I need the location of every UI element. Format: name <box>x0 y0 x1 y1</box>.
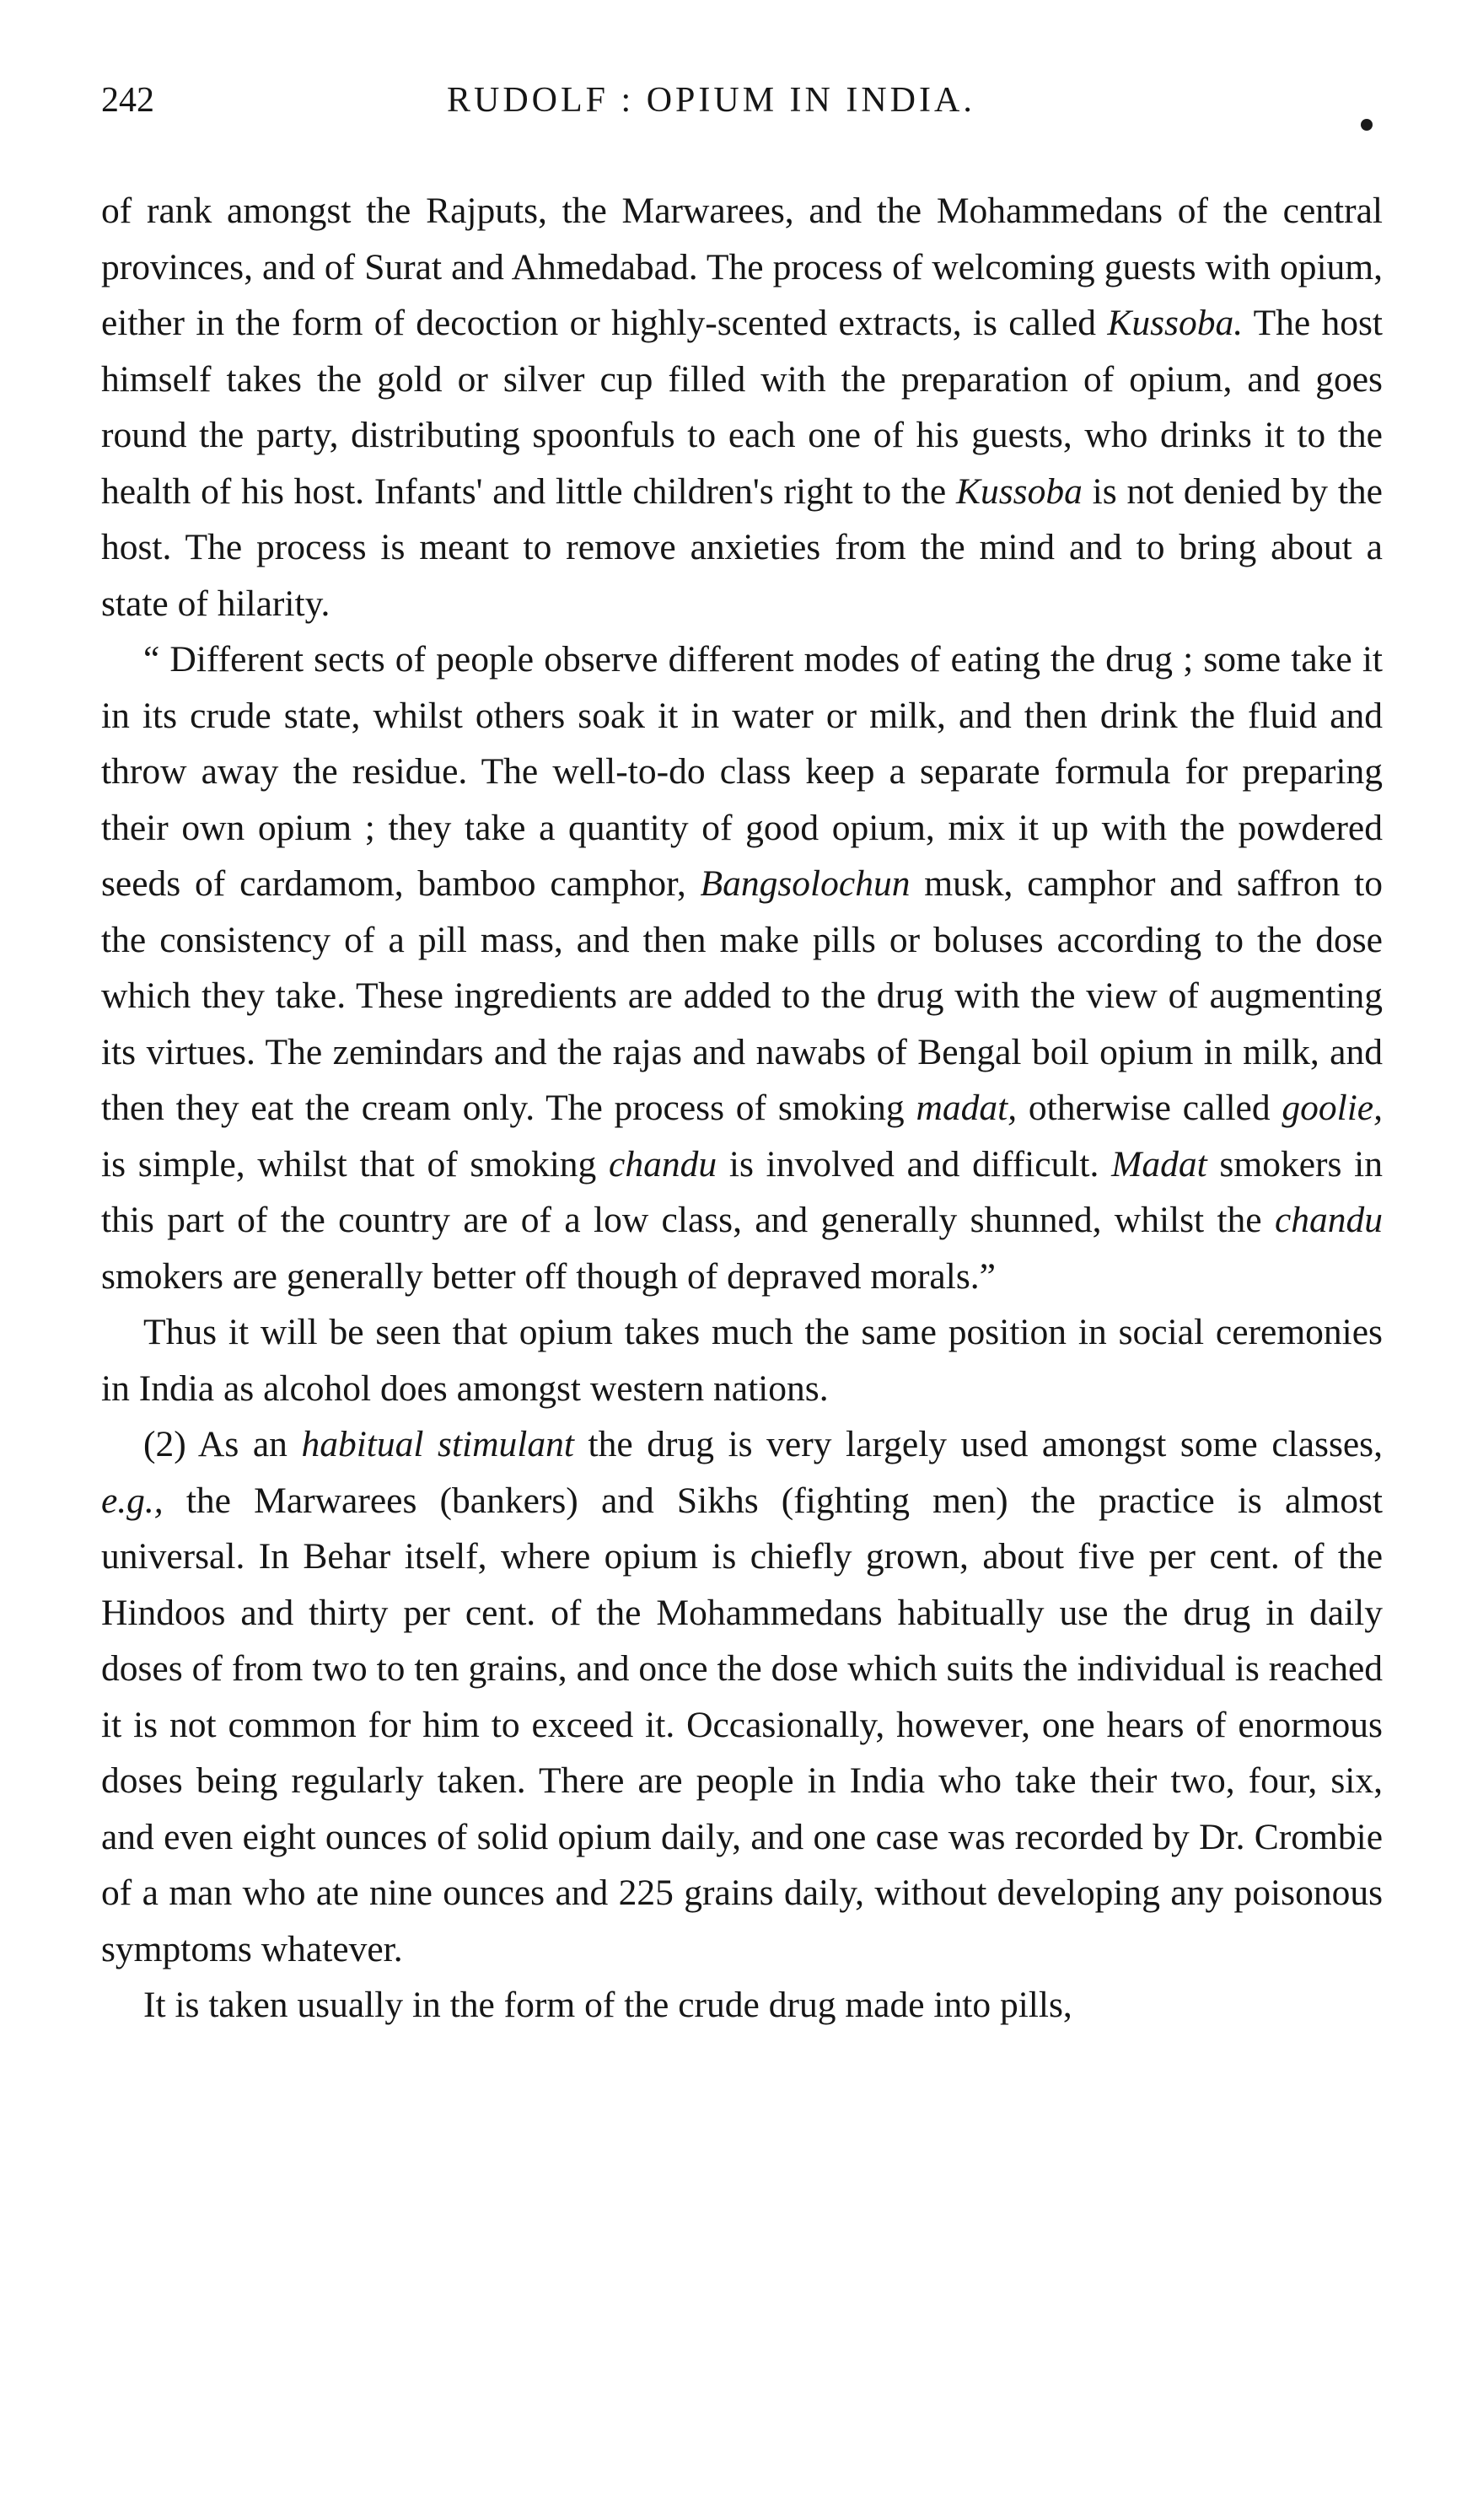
italic-term: Madat <box>1111 1143 1207 1185</box>
text-run: of rank amongst the Rajputs, the Marwarees, and the Mohammedans of the central provinces, and of Surat and Ahmedabad. The process of welcoming guests with opium, either in the form of decoction or highly-scented extracts, is called <box>101 191 1383 343</box>
italic-term: Kussoba. <box>1107 303 1244 343</box>
text-run: “ Different sects of people observe different modes of eating the drug ; some take it in its crude state, whilst others soak it in water or milk, and then drink the fluid and throw away the residue. The well-to-do class keep a separate formula for preparing their own opium ; they take a quantity of good opium, mix it up with the powdered seeds of cardamom, bamboo camphor, <box>101 639 1383 904</box>
italic-term: chandu <box>1274 1200 1383 1240</box>
text-run: It is taken usually in the form of the crude drug made into pills, <box>143 1985 1072 2025</box>
italic-term: chandu <box>609 1143 717 1185</box>
paragraph <box>101 1977 1383 2034</box>
italic-term: habitual stimulant <box>301 1424 574 1464</box>
text-run: is involved and difficult. <box>717 1143 1112 1185</box>
italic-term: Kussoba <box>955 470 1083 512</box>
running-title: RUDOLF : OPIUM IN INDIA. <box>447 81 975 120</box>
text-run: is not denied by the host. The process is meant to remove anxieties from the mind and to bring about a state of hilarity. <box>101 470 1383 624</box>
paragraph <box>101 631 1383 1304</box>
text-run: is simple, whilst that of smoking <box>101 1143 610 1185</box>
italic-term: e.g., <box>101 1480 164 1521</box>
text-run: musk, camphor and saffron to the consistency of a pill mass, and then make pills or boluses according to the dose which they take. These ingredients are added to the drug with the view of augmenting its virtues. The zemindars and the rajas and nawabs of Bengal boil opium in milk, and then they eat the cream only. The process of smoking <box>101 863 1383 1128</box>
italic-term: goolie, <box>1282 1088 1383 1128</box>
book-page <box>101 80 1383 2034</box>
text-run: the drug is very largely used amongst some classes, <box>573 1424 1383 1464</box>
paragraph <box>101 1416 1383 1977</box>
paragraph <box>101 1304 1383 1416</box>
text-run: (2) As an <box>143 1424 302 1464</box>
text-run: otherwise called <box>1017 1088 1282 1128</box>
body-text <box>101 183 1383 2034</box>
italic-term: madat, <box>916 1088 1018 1128</box>
text-run: the Marwarees (bankers) and Sikhs (fighting men) the practice is almost universal. In Behar itself, where opium is chiefly grown, about five per cent. of the Hindoos and thirty per cent. of the Mohammedans habitually use the drug in daily doses of from two to ten grains, and once the dose which suits the individual is reached it is not common for him to exceed it. Occasionally, however, one hears of enormous doses being regularly taken. There are people in India who take their two, four, six, and even eight ounces of solid opium daily, and one case was recorded by Dr. Crombie of a man who ate nine ounces and 225 grains daily, without developing any poisonous symptoms whatever. <box>101 1480 1383 1969</box>
text-run: smokers in this part of the country are of a low class, and generally shunned, whilst the <box>101 1143 1384 1240</box>
text-run: The host himself takes the gold or silver cup filled with the preparation of opium, and goes round the party, distributing spoonfuls to each one of his guests, who drinks it to the health of his host. Infants' and little children's right to the <box>101 303 1384 512</box>
running-head <box>101 80 1383 139</box>
page-number: 242 <box>101 81 154 120</box>
italic-term: Bangsolochun <box>700 863 911 904</box>
text-run: Thus it will be seen that opium takes much the same position in social ceremonies in India as alcohol does amongst western nations. <box>101 1312 1383 1409</box>
paragraph <box>101 183 1383 631</box>
ink-speck-mark <box>1361 119 1373 131</box>
text-run: smokers are generally better off though of depraved morals.” <box>101 1255 996 1297</box>
